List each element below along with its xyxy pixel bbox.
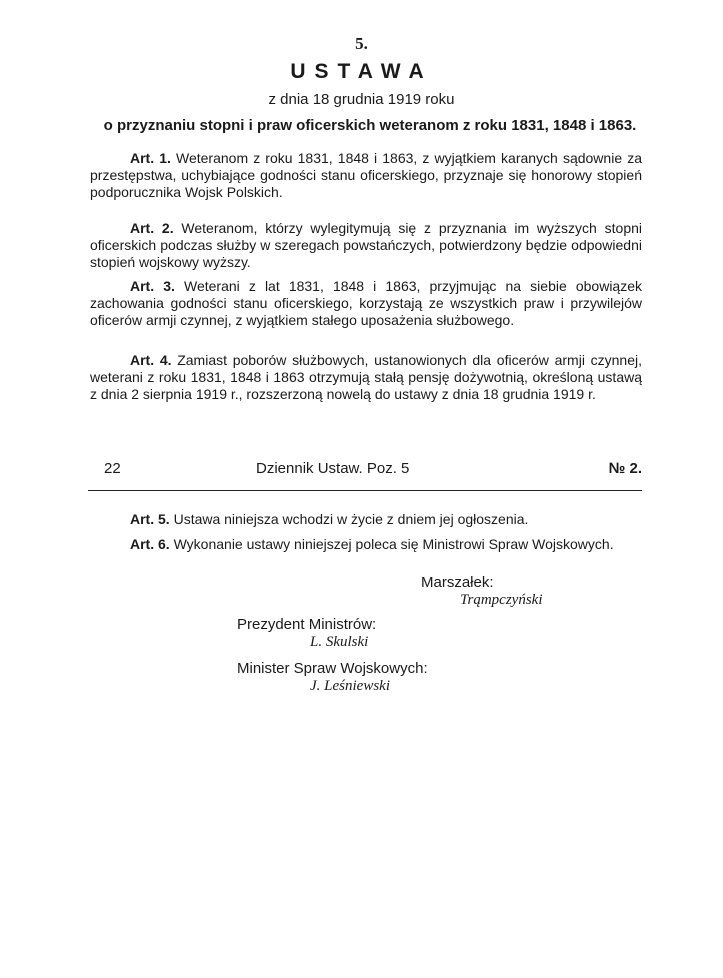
- article-label: Art. 4.: [130, 352, 172, 368]
- article-5: [90, 511, 642, 528]
- article-text: Zamiast poborów służbowych, ustanowionych dla oficerów armji czynnej, weterani z roku 1831, 1848 i 1863 otrzymują stałą pensję dożywotnią, określoną ustawą z dnia 2 sierpnia 1919 r., rozszerzoną nowelą do ustawy z dnia 18 grudnia 1919 r.: [90, 352, 643, 402]
- minister-name: J. Leśniewski: [310, 678, 390, 694]
- article-4: [90, 352, 642, 403]
- article-label: Art. 5.: [130, 511, 170, 527]
- article-text: Weteranom, którzy wylegitymują się z przyznania im wyższych stopni oficerskich podczas służby w szeregach powstańczych, potwierdzony będzie odpowiedni stopień wojskowy wyższy.: [90, 220, 642, 270]
- prime-minister-name: L. Skulski: [310, 634, 369, 650]
- page-number: 22: [104, 460, 121, 477]
- article-2: [90, 220, 642, 271]
- article-label: Art. 1.: [130, 150, 171, 166]
- marshal-name: Trąmpczyński: [460, 592, 543, 608]
- act-number: 5.: [355, 34, 368, 53]
- act-subject: o przyznaniu stopni i praw oficerskich weteranom z roku 1831, 1848 i 1863.: [103, 117, 637, 134]
- article-label: Art. 6.: [130, 536, 170, 552]
- footer-divider: [88, 490, 642, 491]
- article-label: Art. 2.: [130, 220, 174, 236]
- article-label: Art. 3.: [130, 278, 175, 294]
- article-3: [90, 278, 642, 329]
- article-6: [90, 536, 642, 553]
- article-1: [90, 150, 642, 201]
- page-footer: [90, 460, 642, 480]
- journal-reference: Dziennik Ustaw. Poz. 5: [256, 460, 410, 477]
- article-text: Weteranom z roku 1831, 1848 i 1863, z wyjątkiem karanych sądownie za przestępstwa, uchybiające godności stanu oficerskiego, przyznaje się honorowy stopień podporucznika Wojsk Polskich.: [90, 150, 642, 200]
- act-title: USTAWA: [290, 60, 433, 83]
- marshal-title: Marszałek:: [421, 574, 494, 591]
- issue-number: № 2.: [608, 460, 642, 477]
- act-date: z dnia 18 grudnia 1919 roku: [268, 91, 455, 108]
- article-text: Ustawa niniejsza wchodzi w życie z dniem jej ogłoszenia.: [173, 511, 529, 527]
- prime-minister-title: Prezydent Ministrów:: [237, 616, 377, 633]
- article-text: Wykonanie ustawy niniejszej poleca się Ministrowi Spraw Wojskowych.: [173, 536, 614, 552]
- minister-title: Minister Spraw Wojskowych:: [237, 660, 428, 677]
- article-text: Weterani z lat 1831, 1848 i 1863, przyjmując na siebie obowiązek zachowania godności stanu oficerskiego, korzystają ze wszystkich praw i przywilejów oficerów armji czynnej, z wyjątkiem stałego uposażenia służbowego.: [90, 278, 642, 328]
